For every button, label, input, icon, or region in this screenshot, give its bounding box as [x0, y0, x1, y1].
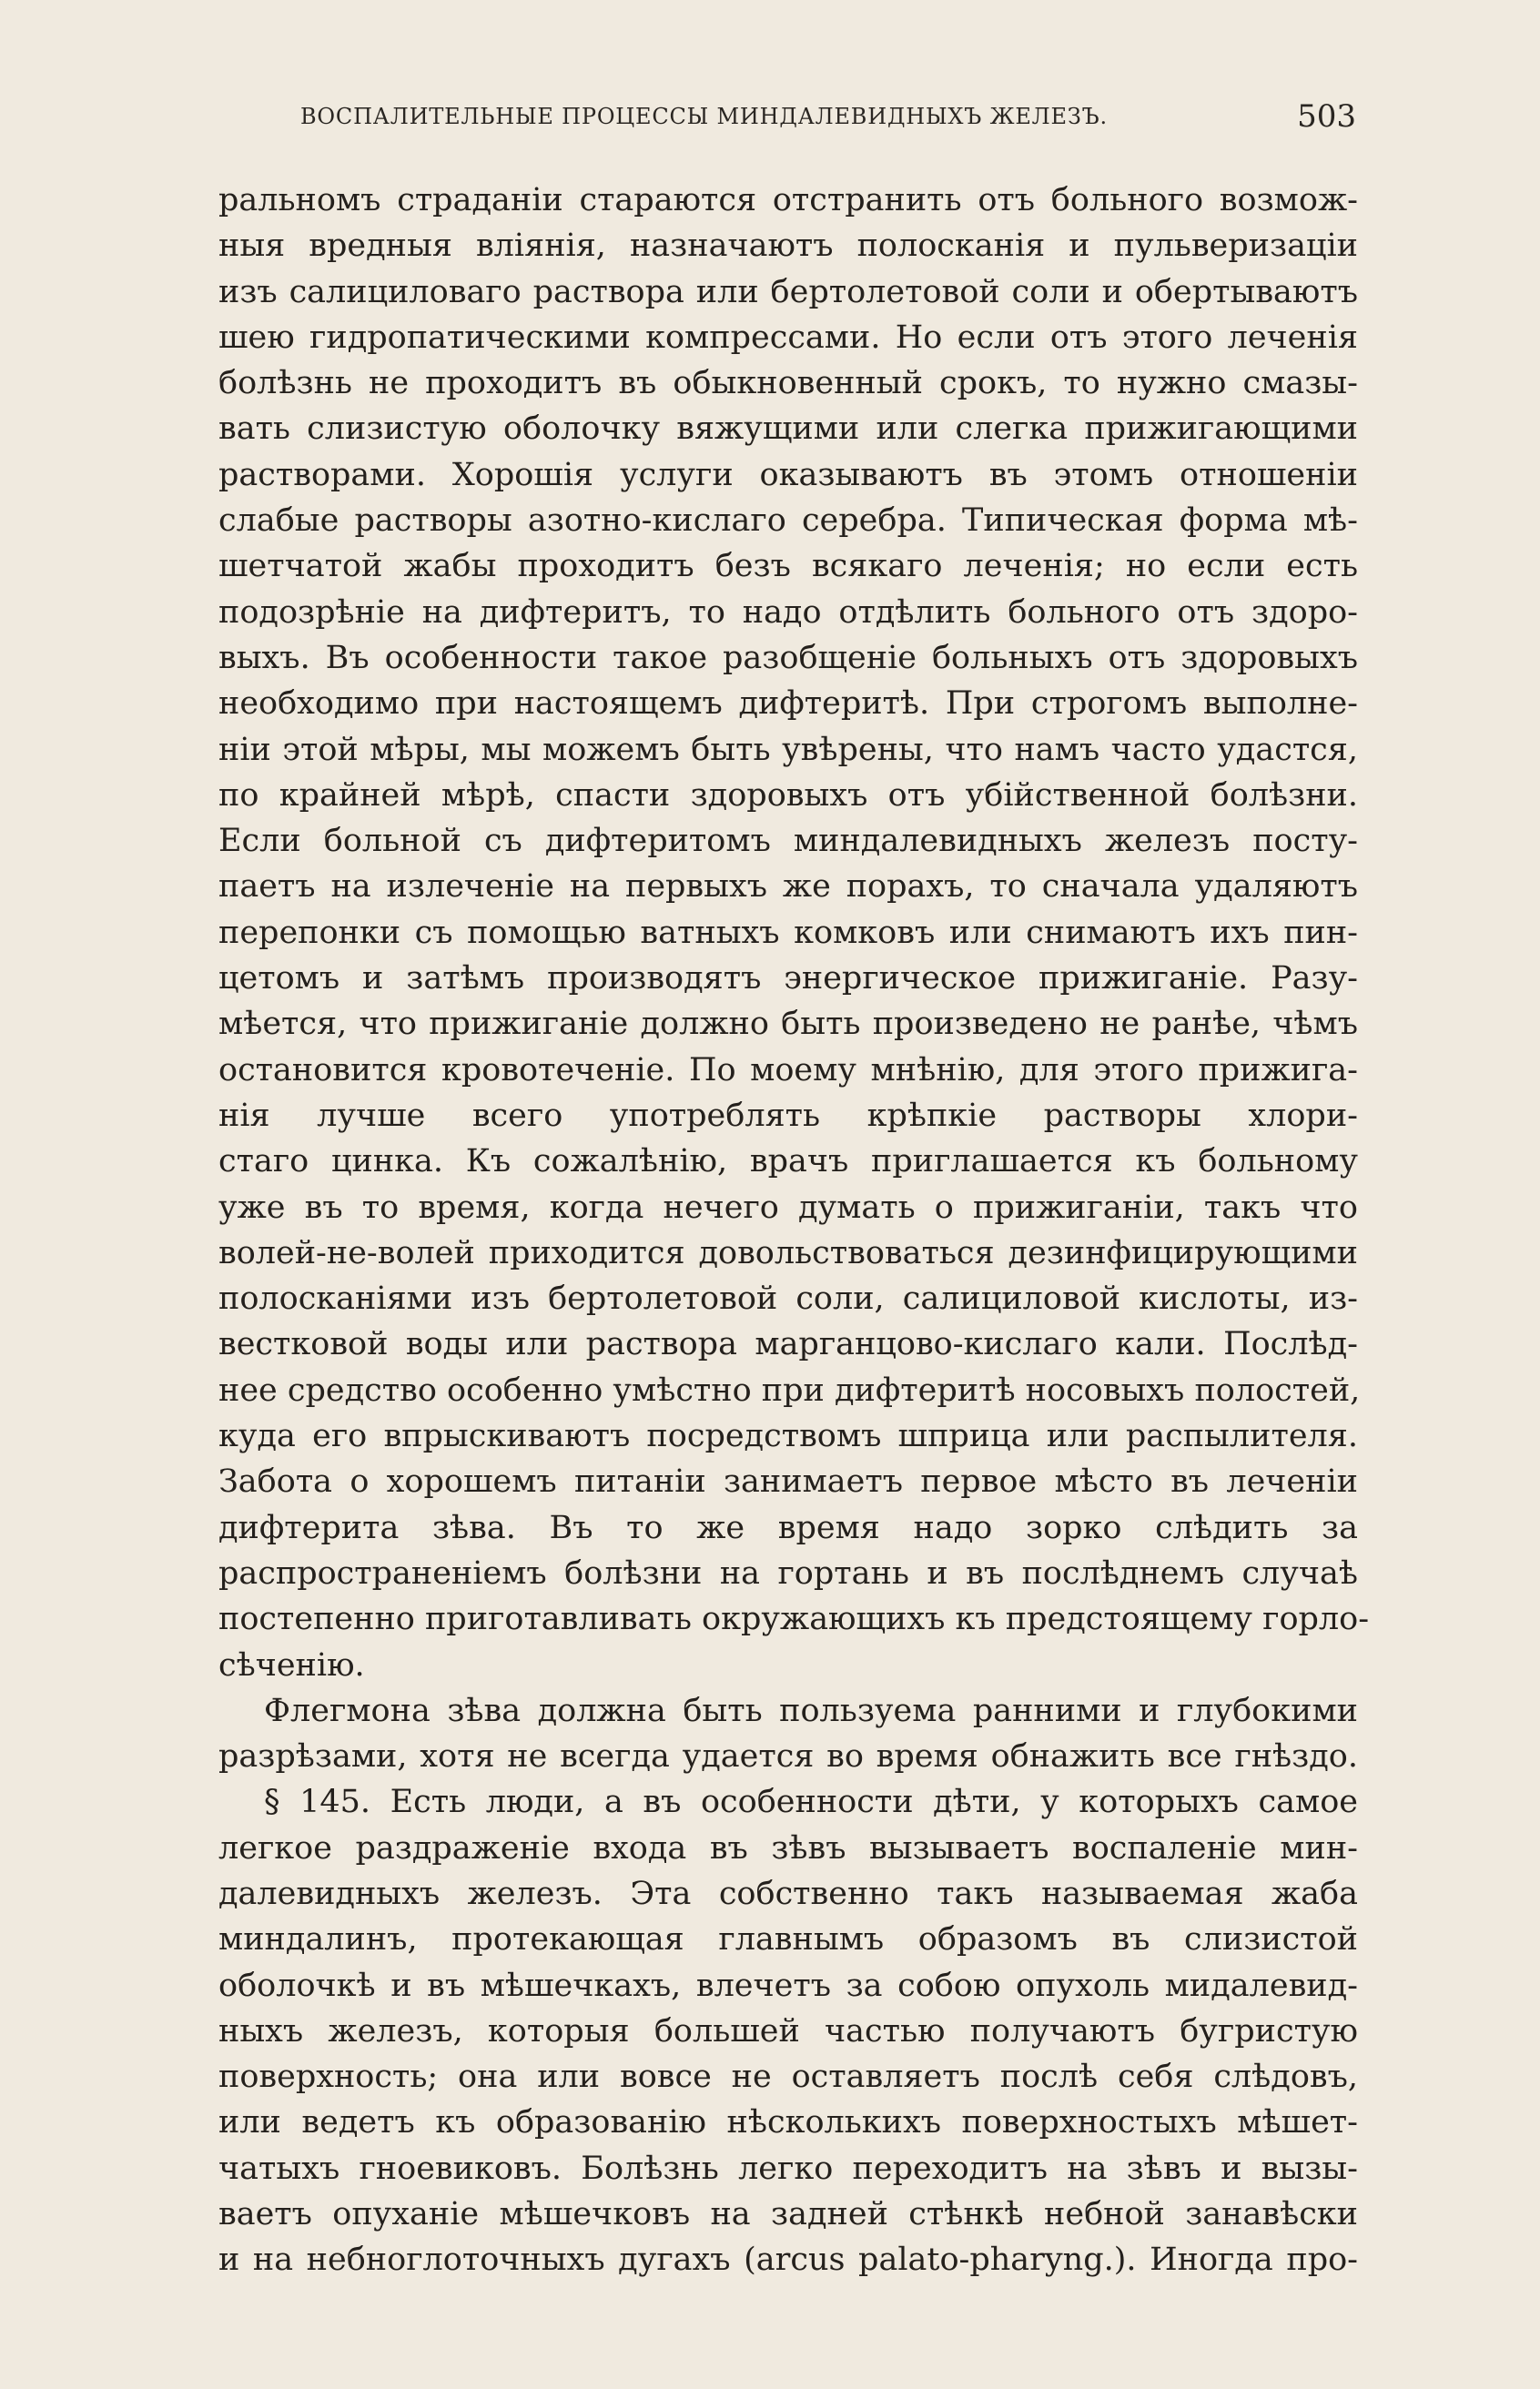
text-line: вестковой воды или раствора марганцово-кислаго кали. Послѣд- [218, 1326, 1358, 1363]
text-line: поверхность; она или вовсе не оставляетъ послѣ себя слѣдовъ, [218, 2059, 1358, 2096]
text-line: по крайней мѣрѣ, спасти здоровыхъ отъ убійственной болѣзни. [218, 776, 1358, 814]
text-line: Флегмона зѣва должна быть пользуема ранними и глубокими [264, 1692, 1358, 1729]
text-line: и на небноглоточныхъ дугахъ (arcus palato-pharyng.). Иногда про- [218, 2242, 1358, 2279]
text-line: легкое раздраженіе входа въ зѣвъ вызываетъ воспаленіе мин- [218, 1829, 1358, 1867]
text-line: полосканіями изъ бертолетовой соли, салициловой кислоты, из- [218, 1281, 1358, 1318]
text-line: стаго цинка. Къ сожалѣнію, врачъ приглашается къ больному [218, 1143, 1358, 1180]
text-line: куда его впрыскиваютъ посредствомъ шприца или распылителя. [218, 1418, 1358, 1455]
text-line: изъ салициловаго раствора или бертолетовой соли и обертываютъ [218, 273, 1358, 310]
text-line: уже въ то время, когда нечего думать о прижиганіи, такъ что [218, 1189, 1358, 1226]
text-line: ныхъ железъ, которыя большей частью получаютъ бугристую [218, 2012, 1358, 2050]
text-line: чатыхъ гноевиковъ. Болѣзнь легко переходитъ на зѣвъ и вызы- [218, 2150, 1358, 2187]
text-line: сѣченію. [218, 1646, 365, 1684]
text-line: ныя вредныя вліянія, назначаютъ полосканія и пульверизаціи [218, 228, 1358, 265]
text-line: болѣзнь не проходитъ въ обыкновенный срокъ, то нужно смазы- [218, 365, 1358, 402]
text-line: вать слизистую оболочку вяжущими или слегка прижигающими [218, 410, 1358, 448]
text-line: Если больной съ дифтеритомъ миндалевидныхъ железъ посту- [218, 823, 1358, 860]
text-line: § 145. Есть люди, а въ особенности дѣти, у которыхъ самое [264, 1784, 1358, 1821]
text-line: миндалинъ, протекающая главнымъ образомъ въ слизистой [218, 1921, 1358, 1959]
text-line: оболочкѣ и въ мѣшечкахъ, влечетъ за собою опухоль мидалевид- [218, 1967, 1358, 2004]
page-header [300, 98, 1356, 142]
text-line: остановится кровотеченіе. По моему мнѣнію, для этого прижига- [218, 1051, 1358, 1088]
text-line: паетъ на излеченіе на первыхъ же порахъ, то сначала удаляютъ [218, 868, 1358, 906]
text-line: подозрѣніе на дифтеритъ, то надо отдѣлить больного отъ здоро- [218, 593, 1358, 631]
text-line: нія лучше всего употреблять крѣпкіе растворы хлори- [218, 1097, 1358, 1134]
body-text [218, 177, 1370, 2283]
text-line: ніи этой мѣры, мы можемъ быть увѣрены, что намъ часто удастся, [218, 731, 1358, 768]
text-line: шетчатой жабы проходитъ безъ всякаго леченія; но если есть [218, 548, 1358, 585]
text-line: волей-не-волей приходится довольствоваться дезинфицирующими [218, 1234, 1358, 1271]
text-line: ваетъ опуханіе мѣшечковъ на задней стѣнкѣ небной занавѣски [218, 2196, 1358, 2233]
text-line: разрѣзами, хотя не всегда удается во время обнажить все гнѣздо. [218, 1738, 1358, 1776]
text-line: растворами. Хорошія услуги оказываютъ въ этомъ отношеніи [218, 456, 1358, 493]
text-line: нее средство особенно умѣстно при дифтеритѣ носовыхъ полостей, [218, 1372, 1361, 1409]
text-line: перепонки съ помощью ватныхъ комковъ или снимаютъ ихъ пин- [218, 914, 1358, 951]
text-line: цетомъ и затѣмъ производятъ энергическое прижиганіе. Разу- [218, 960, 1358, 997]
text-line: распространеніемъ болѣзни на гортань и въ послѣднемъ случаѣ [218, 1554, 1358, 1592]
text-line: мѣется, что прижиганіе должно быть произведено не ранѣе, чѣмъ [218, 1006, 1358, 1043]
page-number: 503 [1297, 98, 1356, 135]
text-line: слабые растворы азотно-кислаго серебра. Типическая форма мѣ- [218, 502, 1358, 540]
text-line: шею гидропатическими компрессами. Но если отъ этого леченія [218, 319, 1358, 356]
text-line: или ведетъ къ образованію нѣсколькихъ поверхностыхъ мѣшет- [218, 2104, 1358, 2141]
running-title: ВОСПАЛИТЕЛЬНЫЕ ПРОЦЕССЫ МИНДАЛЕВИДНЫХЪ ЖЕЛЕЗЪ. [300, 104, 1108, 129]
text-line: необходимо при настоящемъ дифтеритѣ. При строгомъ выполне- [218, 685, 1358, 723]
text-line: дифтерита зѣва. Въ то же время надо зорко слѣдить за [218, 1509, 1358, 1546]
text-line: постепенно приготавливать окружающихъ къ предстоящему горло- [218, 1601, 1370, 1638]
text-line: выхъ. Въ особенности такое разобщеніе больныхъ отъ здоровыхъ [218, 639, 1358, 676]
text-line: Забота о хорошемъ питаніи занимаетъ первое мѣсто въ леченіи [218, 1463, 1358, 1501]
text-line: ральномъ страданіи стараются отстранить отъ больного возмож- [218, 182, 1358, 218]
text-line: далевидныхъ железъ. Эта собственно такъ называемая жаба [218, 1875, 1358, 1912]
